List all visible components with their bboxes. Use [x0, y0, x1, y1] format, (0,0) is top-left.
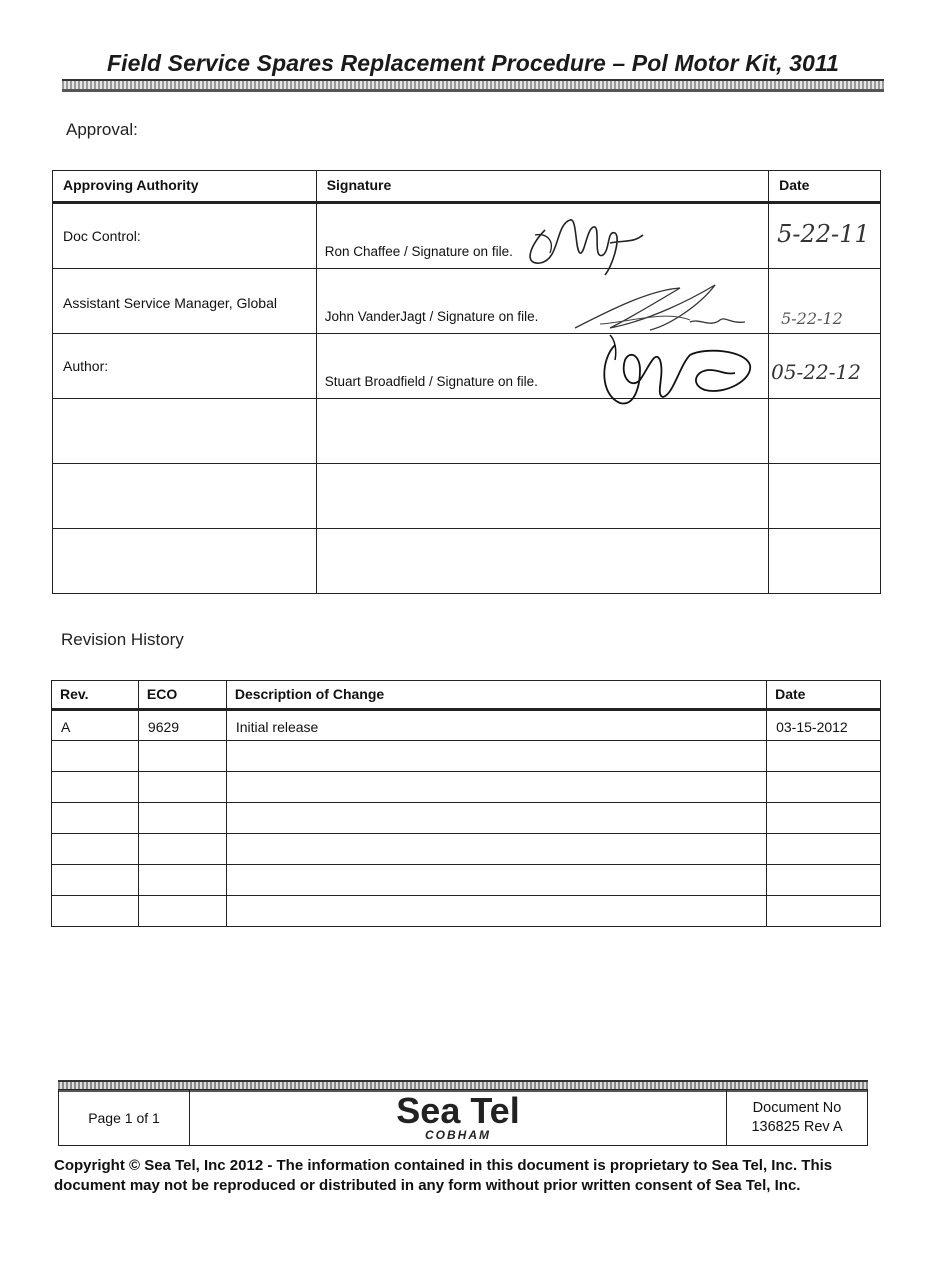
- authority-cell: [53, 203, 317, 269]
- column-header-eco: ECO: [138, 681, 226, 710]
- table-row: [52, 803, 881, 834]
- approval-row: [53, 334, 881, 399]
- eco-cell: 9629: [138, 710, 226, 741]
- page-number: Page 1 of 1: [59, 1090, 190, 1146]
- table-row: [52, 896, 881, 927]
- signature-cell: [316, 203, 768, 269]
- date-cell: [769, 529, 881, 594]
- authority-cell: [53, 529, 317, 594]
- signature-cell: [316, 399, 768, 464]
- authority-cell: [53, 464, 317, 529]
- revision-header-row: [52, 681, 881, 710]
- signature-text: Ron Chaffee / Signature on file.: [324, 244, 513, 259]
- signature-cell: [316, 334, 768, 399]
- signature-cell: [316, 269, 768, 334]
- authority-cell: [53, 269, 317, 334]
- handwritten-date: 5-22-12: [781, 309, 843, 328]
- column-header-rev: Rev.: [52, 681, 139, 710]
- date-cell: [769, 334, 881, 399]
- document-number-cell: [727, 1090, 868, 1146]
- title-divider: [62, 79, 884, 92]
- signature-text: John VanderJagt / Signature on file.: [324, 309, 539, 324]
- description-cell: Initial release: [226, 710, 766, 741]
- logo-sea-tel: Sea Tel: [396, 1089, 520, 1131]
- rev-cell: A: [52, 710, 139, 741]
- date-cell: [769, 203, 881, 269]
- approval-row: [53, 203, 881, 269]
- document-title: Field Service Spares Replacement Procedure – Pol Motor Kit, 3011: [106, 50, 840, 76]
- document-number-label: Document No: [752, 1099, 842, 1116]
- column-header-description: Description of Change: [226, 681, 766, 710]
- copyright-notice: Copyright © Sea Tel, Inc 2012 - The information contained in this document is proprietary to Sea Tel, Inc. This document may not be reproduced or distributed in any form without prior written consent of Sea Tel, Inc.: [54, 1157, 833, 1194]
- authority-text: Doc Control:: [63, 228, 141, 244]
- column-header-date: Date: [769, 171, 881, 203]
- revision-history-heading: Revision History: [61, 630, 184, 649]
- approval-table: [52, 170, 881, 594]
- signature-cell: [316, 529, 768, 594]
- signature-text: Stuart Broadfield / Signature on file.: [324, 374, 538, 389]
- table-row: [52, 834, 881, 865]
- handwritten-date: 5-22-11: [777, 220, 870, 248]
- logo-cobham: COBHAM: [425, 1127, 491, 1142]
- approval-row: [53, 399, 881, 464]
- approval-header-row: [53, 171, 881, 203]
- footer-table: [58, 1089, 868, 1146]
- signature-cell: [316, 464, 768, 529]
- date-cell: [769, 399, 881, 464]
- approval-row: [53, 269, 881, 334]
- column-header-approving-authority: Approving Authority: [53, 171, 317, 203]
- table-row: [52, 865, 881, 896]
- approval-heading: Approval:: [66, 120, 138, 139]
- table-row: [52, 710, 881, 741]
- date-cell: 03-15-2012: [767, 710, 881, 741]
- date-cell: [769, 269, 881, 334]
- document-number-value: 136825 Rev A: [751, 1118, 843, 1135]
- table-row: [52, 772, 881, 803]
- handwritten-date: 05-22-12: [771, 360, 861, 384]
- column-header-date: Date: [767, 681, 881, 710]
- authority-cell: [53, 399, 317, 464]
- company-logo: [190, 1090, 727, 1146]
- authority-text: Assistant Service Manager, Global: [63, 295, 277, 311]
- table-row: [52, 741, 881, 772]
- authority-cell: [53, 334, 317, 399]
- approval-row: [53, 529, 881, 594]
- approval-row: [53, 464, 881, 529]
- date-cell: [769, 464, 881, 529]
- authority-text: Author:: [63, 358, 109, 374]
- revision-history-table: [51, 680, 881, 927]
- column-header-signature: Signature: [316, 171, 768, 203]
